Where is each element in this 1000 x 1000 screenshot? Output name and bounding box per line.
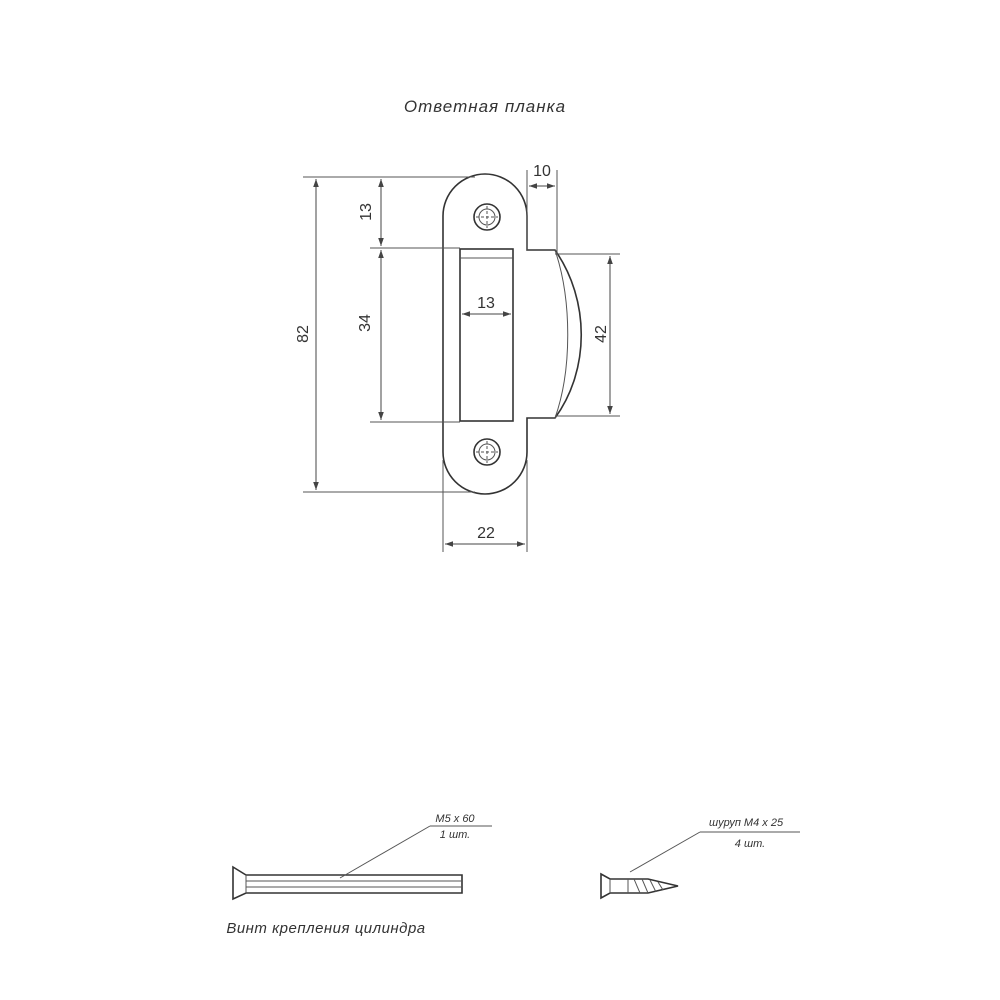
dim-lip-height: 42	[593, 325, 610, 343]
dim-lip-depth: 10	[533, 163, 551, 180]
cylinder-screw-size: M5 x 60	[435, 813, 475, 825]
wood-screw-qty: 4 шт.	[734, 838, 766, 850]
strike-plate-drawing	[443, 174, 581, 494]
dim-plate-width: 22	[477, 525, 495, 542]
dim-slot-height: 34	[357, 314, 374, 332]
dim-overall-height: 82	[295, 325, 312, 343]
top-screw-hole	[474, 204, 500, 230]
cylinder-screw-caption: Винт крепления цилиндра	[226, 920, 426, 937]
wood-screw-drawing	[601, 832, 800, 898]
cylinder-screw-qty: 1 шт.	[439, 829, 471, 841]
wood-screw-size: шуруп М4 х 25	[708, 817, 784, 829]
bottom-screw-hole	[474, 439, 500, 465]
dim-top-offset: 13	[358, 203, 375, 221]
strike-plate-title: Ответная планка	[403, 97, 567, 116]
latch-slot	[460, 249, 513, 421]
dim-slot-width: 13	[477, 295, 495, 312]
